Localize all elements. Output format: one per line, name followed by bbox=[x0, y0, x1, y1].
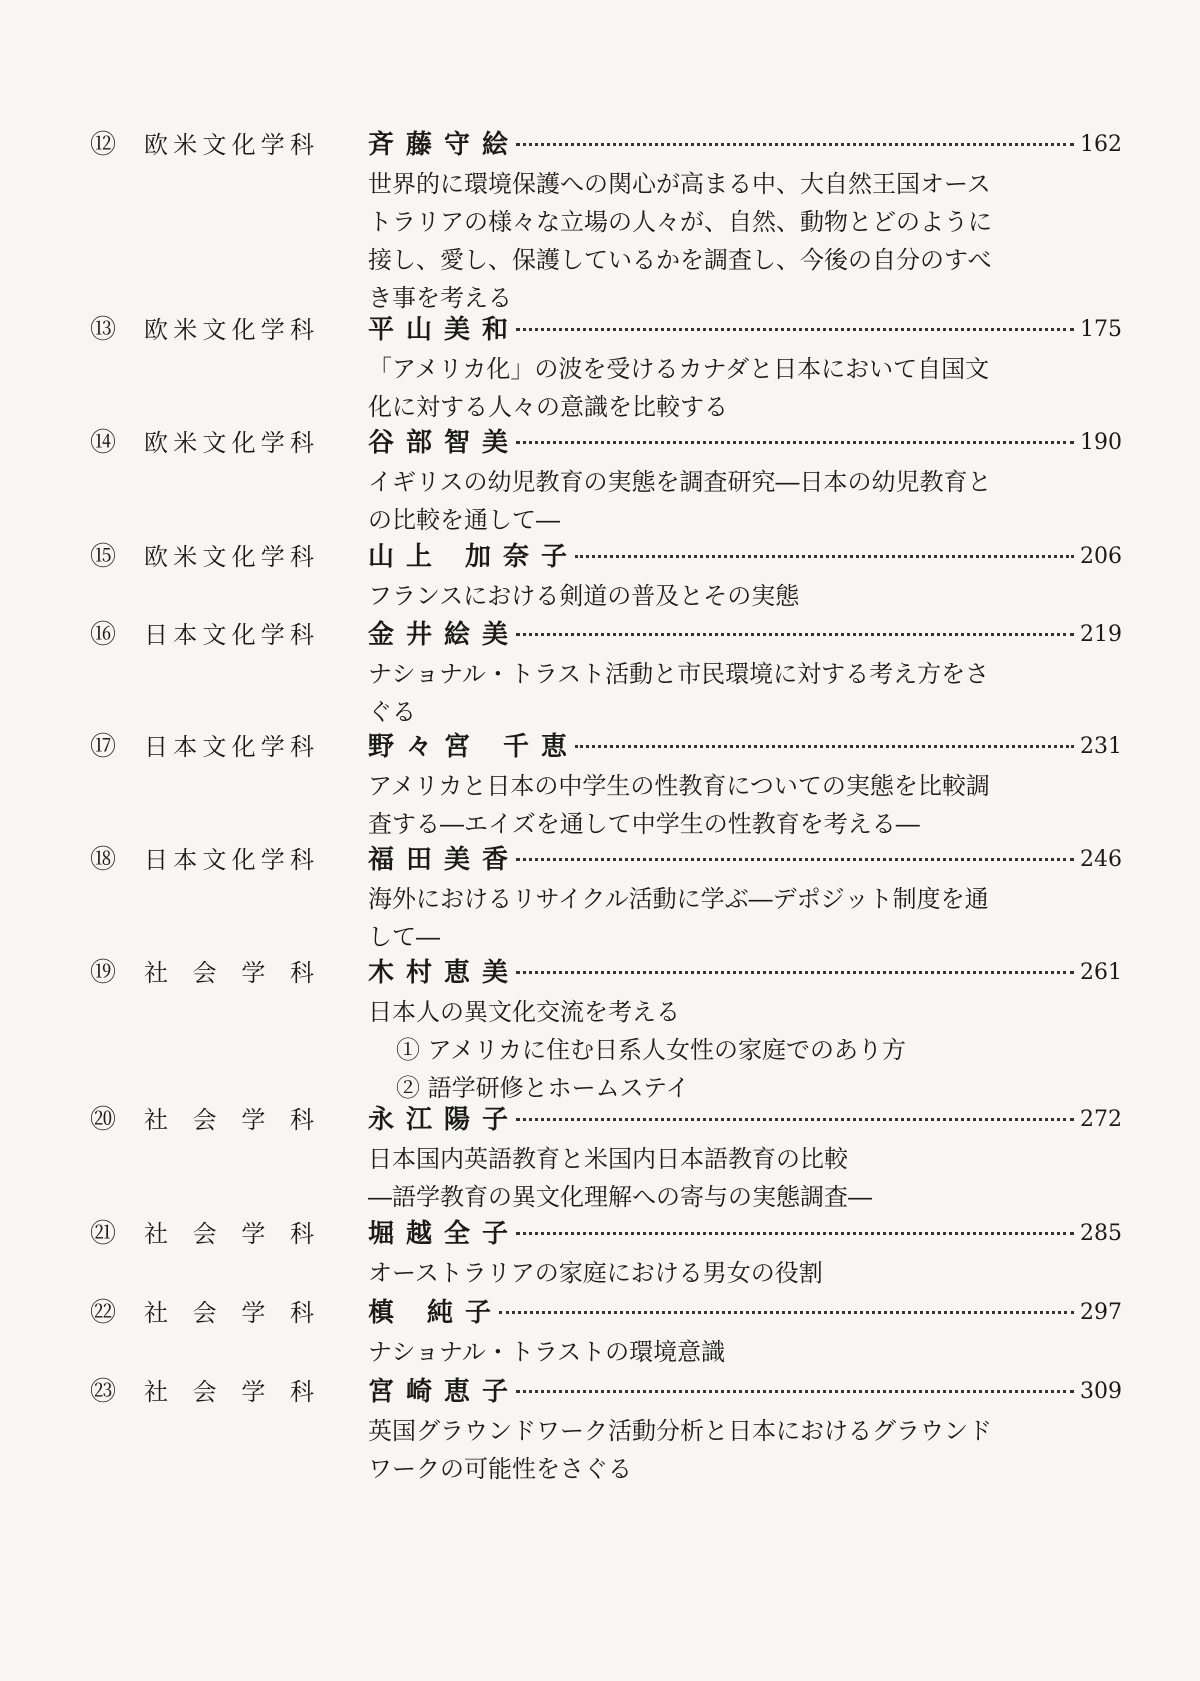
description-line: フランスにおける剣道の普及とその実態 bbox=[368, 582, 800, 610]
page-number: 190 bbox=[1080, 430, 1122, 455]
entry-number: ⑯ bbox=[90, 620, 117, 650]
toc-entry-header bbox=[90, 727, 1120, 767]
toc-entry bbox=[90, 953, 1120, 1107]
entry-number: ⑰ bbox=[90, 732, 117, 762]
page-number: 297 bbox=[1080, 1300, 1122, 1325]
toc-entry-header bbox=[90, 423, 1120, 463]
toc-entry bbox=[90, 727, 1120, 843]
description-line: 日本国内英語教育と米国内日本語教育の比較 bbox=[368, 1145, 848, 1173]
toc-entry-header bbox=[90, 1293, 1120, 1333]
entry-description bbox=[368, 1254, 1028, 1292]
dot-leader bbox=[516, 328, 1074, 335]
author-name: 槙 純子 bbox=[368, 1298, 504, 1328]
toc-entry-header bbox=[90, 1214, 1120, 1254]
description-line: ナショナル・トラストの環境意識 bbox=[368, 1338, 726, 1366]
department-label: 欧米文化学科 bbox=[144, 316, 314, 344]
description-line: アメリカと日本の中学生の性教育についての実態を比較調 bbox=[368, 772, 990, 800]
toc-entry-header bbox=[90, 125, 1120, 165]
page-number: 246 bbox=[1080, 847, 1122, 872]
toc-entry-header bbox=[90, 840, 1120, 880]
entry-number: ⑱ bbox=[90, 845, 117, 875]
entry-description bbox=[368, 655, 1028, 731]
description-line: 接し、愛し、保護しているかを調査し、今後の自分のすべ bbox=[368, 246, 992, 274]
toc-entry bbox=[90, 1293, 1120, 1371]
entry-description bbox=[368, 1412, 1028, 1488]
dot-leader bbox=[516, 1232, 1074, 1239]
author-name: 平山美和 bbox=[368, 315, 521, 345]
entry-number: ㉒ bbox=[90, 1298, 117, 1328]
dot-leader bbox=[516, 1118, 1074, 1125]
toc-entry-header bbox=[90, 615, 1120, 655]
page-number: 309 bbox=[1080, 1379, 1122, 1404]
page-number: 206 bbox=[1080, 544, 1122, 569]
entry-number: ⑳ bbox=[90, 1105, 117, 1135]
dot-leader bbox=[575, 745, 1074, 752]
entry-description bbox=[368, 880, 1028, 956]
toc-entry-header bbox=[90, 310, 1120, 350]
entry-description bbox=[368, 463, 1028, 539]
author-name: 野々宮 千恵 bbox=[368, 732, 580, 762]
description-line: 化に対する人々の意識を比較する bbox=[368, 393, 728, 421]
page-number: 231 bbox=[1080, 734, 1122, 759]
department-label: 欧米文化学科 bbox=[144, 131, 314, 159]
toc-entry bbox=[90, 1214, 1120, 1292]
description-line: して― bbox=[368, 923, 440, 951]
department-label: 社会学科 bbox=[144, 959, 314, 987]
toc-entry bbox=[90, 423, 1120, 539]
department-label: 欧米文化学科 bbox=[144, 543, 314, 571]
dot-leader bbox=[516, 971, 1074, 978]
page-number: 219 bbox=[1080, 622, 1122, 647]
author-name: 堀越全子 bbox=[368, 1219, 521, 1249]
author-name: 山上 加奈子 bbox=[368, 542, 580, 572]
department-label: 日本文化学科 bbox=[144, 846, 314, 874]
description-line: 査する―エイズを通して中学生の性教育を考える― bbox=[368, 810, 920, 838]
description-line: 英国グラウンドワーク活動分析と日本におけるグラウンド bbox=[368, 1417, 992, 1445]
department-label: 日本文化学科 bbox=[144, 621, 314, 649]
author-name: 永江陽子 bbox=[368, 1105, 521, 1135]
entry-description bbox=[368, 577, 1028, 615]
author-name: 宮崎恵子 bbox=[368, 1377, 521, 1407]
dot-leader bbox=[499, 1311, 1074, 1318]
department-label: 社会学科 bbox=[144, 1106, 314, 1134]
description-line: オーストラリアの家庭における男女の役割 bbox=[368, 1259, 823, 1287]
entry-number: ⑫ bbox=[90, 130, 117, 160]
page-number: 285 bbox=[1080, 1221, 1122, 1246]
toc-entry bbox=[90, 125, 1120, 317]
toc-entry-header bbox=[90, 1100, 1120, 1140]
dot-leader bbox=[516, 441, 1074, 448]
entry-number: ⑮ bbox=[90, 542, 117, 572]
description-line: ナショナル・トラスト活動と市民環境に対する考え方をさ bbox=[368, 660, 990, 688]
dot-leader bbox=[516, 1390, 1074, 1397]
toc-entry bbox=[90, 1100, 1120, 1216]
page-number: 261 bbox=[1080, 960, 1122, 985]
page-number: 272 bbox=[1080, 1107, 1122, 1132]
toc-entry-header bbox=[90, 1372, 1120, 1412]
author-name: 木村恵美 bbox=[368, 958, 521, 988]
entry-description bbox=[368, 165, 1028, 317]
page-number: 162 bbox=[1080, 132, 1122, 157]
toc-entry bbox=[90, 310, 1120, 426]
department-label: 欧米文化学科 bbox=[144, 429, 314, 457]
entry-number: ⑭ bbox=[90, 428, 117, 458]
dot-leader bbox=[516, 143, 1074, 150]
author-name: 斉藤守絵 bbox=[368, 130, 521, 160]
toc-entry bbox=[90, 615, 1120, 731]
entry-description bbox=[368, 1140, 1028, 1216]
entry-number: ⑲ bbox=[90, 958, 117, 988]
description-line: き事を考える bbox=[368, 284, 512, 312]
author-name: 金井絵美 bbox=[368, 620, 521, 650]
description-line: 世界的に環境保護への関心が高まる中、大自然王国オース bbox=[368, 170, 991, 198]
department-label: 社会学科 bbox=[144, 1220, 314, 1248]
toc-entry-header bbox=[90, 537, 1120, 577]
description-line: ぐる bbox=[368, 698, 416, 726]
toc-entry bbox=[90, 840, 1120, 956]
page-number: 175 bbox=[1080, 317, 1122, 342]
entry-description bbox=[368, 767, 1028, 843]
department-label: 社会学科 bbox=[144, 1378, 314, 1406]
dot-leader bbox=[575, 555, 1074, 562]
description-line: ―語学教育の異文化理解への寄与の実態調査― bbox=[368, 1183, 872, 1211]
department-label: 日本文化学科 bbox=[144, 733, 314, 761]
toc-entry bbox=[90, 537, 1120, 615]
toc-entry bbox=[90, 1372, 1120, 1488]
description-line: トラリアの様々な立場の人々が、自然、動物とどのように bbox=[368, 208, 992, 236]
toc-entry-header bbox=[90, 953, 1120, 993]
description-line: 「アメリカ化」の波を受けるカナダと日本において自国文 bbox=[368, 355, 990, 383]
description-subitem: ① アメリカに住む日系人女性の家庭でのあり方 bbox=[396, 1036, 906, 1064]
description-line: の比較を通して― bbox=[368, 506, 560, 534]
entry-description bbox=[368, 1333, 1028, 1371]
entry-number: ㉑ bbox=[90, 1219, 117, 1249]
description-subitem: ② 語学研修とホームステイ bbox=[396, 1074, 690, 1102]
author-name: 福田美香 bbox=[368, 845, 521, 875]
description-line: 日本人の異文化交流を考える bbox=[368, 998, 680, 1026]
description-line: 海外におけるリサイクル活動に学ぶ―デポジット制度を通 bbox=[368, 885, 989, 913]
entry-number: ⑬ bbox=[90, 315, 117, 345]
entry-description bbox=[368, 993, 1028, 1107]
author-name: 谷部智美 bbox=[368, 428, 521, 458]
description-line: ワークの可能性をさぐる bbox=[368, 1455, 632, 1483]
description-line: イギリスの幼児教育の実態を調査研究―日本の幼児教育と bbox=[368, 468, 992, 496]
entry-number: ㉓ bbox=[90, 1377, 117, 1407]
entry-description bbox=[368, 350, 1028, 426]
dot-leader bbox=[516, 858, 1074, 865]
department-label: 社会学科 bbox=[144, 1299, 314, 1327]
dot-leader bbox=[516, 633, 1074, 640]
